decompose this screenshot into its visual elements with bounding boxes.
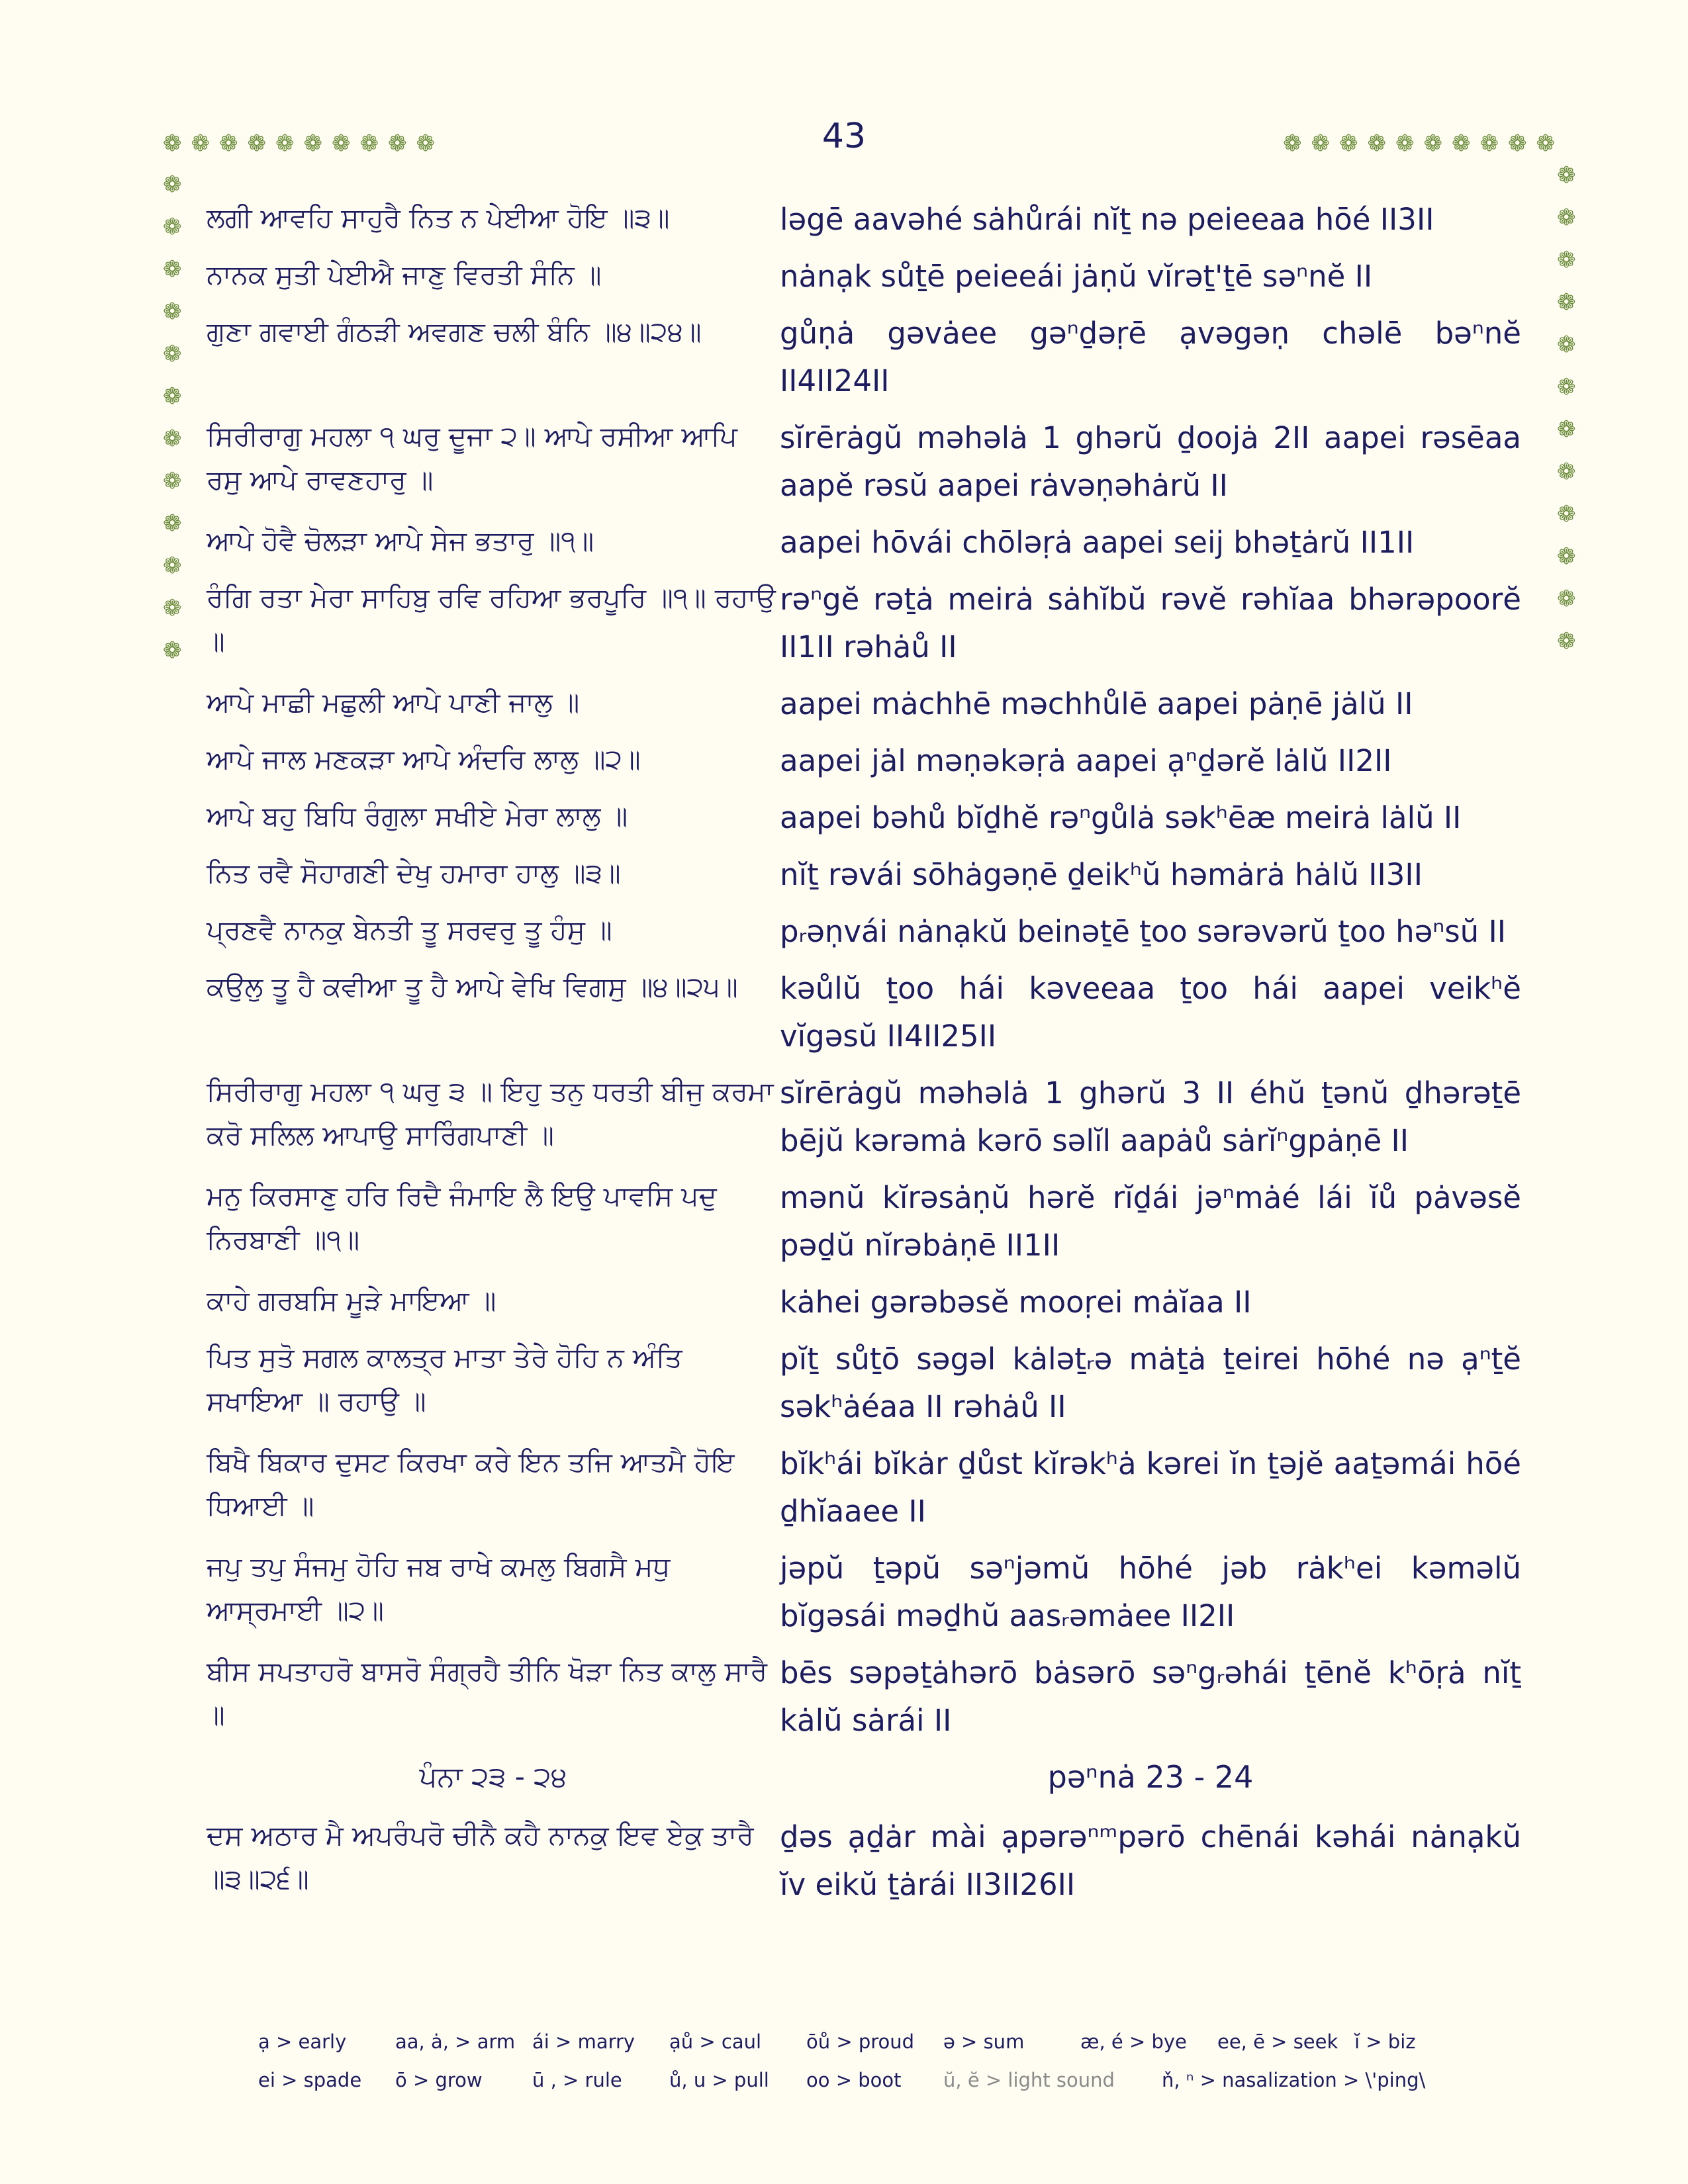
flower-icon: ❁ — [163, 341, 182, 367]
gurmukhi-text: ਆਪੇ ਜਾਲ ਮਣਕੜਾ ਆਪੇ ਅੰਦਰਿ ਲਾਲੁ ॥੨॥ — [207, 743, 641, 775]
verse-row — [207, 1545, 1524, 1640]
legend-item: ň, ⁿ > nasalization > \'ping\ — [1162, 2069, 1426, 2091]
gurmukhi-text: ਕਾਹੇ ਗਰਬਸਿ ਮੂੜੇ ਮਾਇਆ ॥ — [207, 1285, 496, 1316]
verse-row — [207, 680, 1524, 728]
verse-row — [207, 253, 1524, 300]
flower-icon: ❁ — [163, 553, 182, 579]
legend-item: oo > boot — [806, 2069, 902, 2091]
gurmukhi-text: ਆਪੇ ਹੋਵੈ ਚੋਲੜਾ ਆਪੇ ਸੇਜ ਭਤਾਰੁ ॥੧॥ — [207, 525, 594, 557]
legend-item: ee, ē > seek — [1217, 2030, 1338, 2053]
flower-icon: ❁ — [1452, 130, 1471, 157]
legend-item: ū , > rule — [532, 2069, 622, 2091]
transliteration-text: nĭṯ rəvái sōhȧgəṇē ḏeikʰŭ həmȧrȧ hȧlŭ II3II — [780, 857, 1423, 892]
gurmukhi-text: ਪਿਤ ਸੁਤੋ ਸਗਲ ਕਾਲਤ੍ਰ ਮਾਤਾ ਤੇਰੇ ਹੋਹਿ ਨ ਅੰਤਿ ਸਖਾਇਆ ॥ ਰਹਾਉ ॥ — [207, 1342, 682, 1417]
verse-row — [207, 310, 1524, 405]
flower-icon: ❁ — [191, 130, 210, 157]
legend-item: ei > spade — [258, 2069, 362, 2091]
flower-icon: ❁ — [303, 130, 322, 157]
gurmukhi-text: ਦਸ ਅਠਾਰ ਮੈ ਅਪਰੰਪਰੋ ਚੀਨੈ ਕਹੈ ਨਾਨਕੁ ਇਵ ਏਕੁ ਤਾਰੈ ॥੩॥੨੬॥ — [207, 1819, 754, 1895]
transliteration-text: jəpŭ ṯəpŭ səⁿjəmŭ hōhé jəb rȧkʰei kəməlŭ bĭgəsái məḏhŭ aasᵣəmȧee II2II — [780, 1551, 1521, 1633]
flower-icon: ❁ — [1311, 130, 1330, 157]
transliteration-text: kȧhei gərəbəsĕ mooṛei mȧĭaa II — [780, 1285, 1252, 1320]
transliteration-text: gůṇȧ gəvȧee gəⁿḏəṛē ạvəgəṇ chəlē bəⁿnĕ II4II24II — [780, 316, 1521, 398]
flower-icon: ❁ — [1536, 130, 1555, 157]
gurmukhi-text: ਲਗੀ ਆਵਹਿ ਸਾਹੁਰੈ ਨਿਤ ਨ ਪੇਈਆ ਹੋਇ ॥੩॥ — [207, 202, 670, 234]
verse-row — [207, 1174, 1524, 1269]
transliteration-text: bĭkʰái bĭkȧr ḏůst kĭrəkʰȧ kərei ĭn ṯəjĕ aaṯəmái hōé ḏhĭaaee II — [780, 1446, 1521, 1529]
flower-icon: ❁ — [1557, 628, 1576, 655]
transliteration-text: rəⁿgĕ rəṯȧ meirȧ sȧhĭbŭ rəvĕ rəhĭaa bhərəpoorĕ II1II rəhȧů II — [780, 582, 1521, 664]
transliteration-text: nȧnạk sůṯē peieeái jȧṇŭ vĭrəṯ'ṯē səⁿnĕ II — [780, 259, 1373, 294]
transliteration-text: bēs səpəṯȧhərō bȧsərō səⁿgᵣəhái ṯēnĕ kʰōṛȧ nĭṯ kȧlŭ sȧrái II — [780, 1655, 1521, 1738]
flower-icon: ❁ — [163, 595, 182, 621]
verse-row — [207, 196, 1524, 244]
flower-icon: ❁ — [163, 171, 182, 198]
verse-row — [207, 851, 1524, 899]
right-flower-border — [1557, 164, 1576, 672]
flower-icon: ❁ — [1367, 130, 1386, 157]
gurmukhi-text: ਪ੍ਰਣਵੈ ਨਾਨਕੁ ਬੇਨਤੀ ਤੂ ਸਰਵਰੁ ਤੂ ਹੰਸੁ ॥ — [207, 914, 612, 946]
gurmukhi-text: ਕਉਲੁ ਤੂ ਹੈ ਕਵੀਆ ਤੂ ਹੈ ਆਪੇ ਵੇਖਿ ਵਿਗਸੁ ॥੪॥੨੫॥ — [207, 971, 738, 1003]
flower-icon: ❁ — [247, 130, 266, 157]
transliteration-text: pĭṯ sůṯō səgəl kȧləṯᵣə mȧṯȧ ṯeirei hōhé nə ạⁿṯĕ səkʰȧéaa II rəhȧů II — [780, 1342, 1521, 1424]
legend-item: ĭ > biz — [1354, 2030, 1416, 2053]
flower-icon: ❁ — [332, 130, 351, 157]
transliteration-text: sĭrērȧgŭ məhəlȧ 1 ghərŭ 3 II éhŭ ṯənŭ ḏhərəṯē bējŭ kərəmȧ kərō səlĭl aapȧů sȧrĭⁿgpȧṇē II — [780, 1075, 1521, 1158]
gurmukhi-text: ਮਨੁ ਕਿਰਸਾਣੁ ਹਰਿ ਰਿਦੈ ਜੰਮਾਇ ਲੈ ਇਉ ਪਾਵਸਿ ਪਦੁ ਨਿਰਬਾਣੀ ॥੧॥ — [207, 1180, 717, 1255]
flower-icon: ❁ — [163, 510, 182, 537]
flower-icon: ❁ — [1557, 501, 1576, 527]
flower-icon: ❁ — [1557, 162, 1576, 189]
flower-icon: ❁ — [1479, 130, 1499, 157]
flower-icon: ❁ — [163, 383, 182, 410]
page-reference-gurmukhi: ਪੰਨਾ ੨੩ - ੨੪ — [419, 1760, 567, 1793]
gurmukhi-text: ਨਾਨਕ ਸੁਤੀ ਪੇਈਐ ਜਾਣੁ ਵਿਰਤੀ ਸੰਨਿ ॥ — [207, 259, 602, 291]
flower-icon: ❁ — [1557, 586, 1576, 612]
flower-icon: ❁ — [1557, 205, 1576, 231]
page-reference-translit: pəⁿnȧ 23 - 24 — [1047, 1759, 1254, 1795]
transliteration-text: aapei bəhů bĭḏhĕ rəⁿgůlȧ səkʰēæ meirȧ lȧlŭ II — [780, 800, 1462, 835]
verse-row — [207, 414, 1524, 510]
verse-row — [207, 794, 1524, 842]
legend-item: ái > marry — [532, 2030, 635, 2053]
verse-row — [207, 519, 1524, 567]
verse-row — [207, 1336, 1524, 1431]
verse-row — [207, 737, 1524, 785]
verse-row — [207, 965, 1524, 1060]
transliteration-text: pᵣəṇvái nȧnạkŭ beinəṯē ṯoo sərəvərŭ ṯoo həⁿsŭ II — [780, 914, 1507, 949]
flower-icon: ❁ — [163, 130, 182, 157]
gurmukhi-text: ਸਿਰੀਰਾਗੁ ਮਹਲਾ ੧ ਘਰੁ ਦੂਜਾ ੨॥ ਆਪੇ ਰਸੀਆ ਆਪਿ ਰਸੁ ਆਪੇ ਰਾਵਣਹਾਰੁ ॥ — [207, 420, 737, 496]
flower-icon: ❁ — [1283, 130, 1302, 157]
legend-item: ə > sum — [943, 2030, 1025, 2053]
verse-row — [207, 908, 1524, 956]
transliteration-text: kəůlŭ ṯoo hái kəveeaa ṯoo hái aapei veikʰĕ vĭgəsŭ II4II25II — [780, 971, 1521, 1054]
legend-item: ōů > proud — [806, 2030, 915, 2053]
gurmukhi-text: ਨਿਤ ਰਵੈ ਸੋਹਾਗਣੀ ਦੇਖੁ ਹਮਾਰਾ ਹਾਲੁ ॥੩॥ — [207, 857, 621, 889]
gurmukhi-text: ਆਪੇ ਬਹੁ ਬਿਧਿ ਰੰਗੁਲਾ ਸਖੀਏ ਮੇਰਾ ਲਾਲੁ ॥ — [207, 800, 628, 832]
flower-icon: ❁ — [1395, 130, 1415, 157]
gurmukhi-text: ਰੰਗਿ ਰਤਾ ਮੇਰਾ ਸਾਹਿਬੁ ਰਵਿ ਰਹਿਆ ਭਰਪੂਰਿ ॥੧॥ ਰਹਾਉ ॥ — [207, 582, 776, 657]
flower-icon: ❁ — [163, 256, 182, 283]
flower-icon: ❁ — [163, 298, 182, 325]
transliteration-text: aapei hōvái chōləṛȧ aapei seij bhəṯȧrŭ II1II — [780, 525, 1415, 560]
flower-icon: ❁ — [163, 426, 182, 452]
flower-icon: ❁ — [1557, 543, 1576, 570]
verse-row — [207, 1440, 1524, 1535]
transliteration-text: aapei jȧl məṇəkəṛȧ aapei ạⁿḏərĕ lȧlŭ II2II — [780, 743, 1392, 778]
flower-icon: ❁ — [1339, 130, 1358, 157]
transliteration-text: sĭrērȧgŭ məhəlȧ 1 ghərŭ ḏoojȧ 2II aapei rəsēaa aapĕ rəsŭ aapei rȧvəṇəhȧrŭ II — [780, 420, 1521, 503]
legend-item: æ, é > bye — [1080, 2030, 1187, 2053]
verse-row — [207, 1813, 1524, 1909]
flower-icon: ❁ — [1557, 332, 1576, 358]
flower-icon: ❁ — [1508, 130, 1527, 157]
pronunciation-legend — [258, 2030, 1516, 2107]
legend-item: ō > grow — [395, 2069, 483, 2091]
verse-row — [207, 1069, 1524, 1165]
page-number: 43 — [821, 116, 867, 156]
transliteration-text: aapei mȧchhē məchhůlē aapei pȧṇē jȧlŭ II — [780, 686, 1413, 721]
legend-row — [258, 2069, 1516, 2091]
flower-icon: ❁ — [219, 130, 238, 157]
top-right-flower-border — [1283, 132, 1564, 155]
flower-icon: ❁ — [1557, 416, 1576, 443]
flower-icon: ❁ — [163, 637, 182, 664]
verse-table — [207, 196, 1524, 1918]
gurmukhi-text: ਬੀਸ ਸਪਤਾਹਰੋ ਬਾਸਰੋ ਸੰਗ੍ਰਹੈ ਤੀਨਿ ਖੋੜਾ ਨਿਤ ਕਾਲੁ ਸਾਰੈ ॥ — [207, 1655, 768, 1731]
flower-icon: ❁ — [1423, 130, 1442, 157]
flower-icon: ❁ — [163, 468, 182, 494]
gurmukhi-text: ਬਿਖੈ ਬਿਕਾਰ ਦੁਸਟ ਕਿਰਖਾ ਕਰੇ ਇਨ ਤਜਿ ਆਤਮੈ ਹੋਇ ਧਿਆਈ ॥ — [207, 1446, 735, 1522]
verse-row — [207, 1649, 1524, 1745]
flower-icon: ❁ — [359, 130, 379, 157]
flower-icon: ❁ — [388, 130, 407, 157]
transliteration-text: ḏəs ạḏȧr mài ạpərəⁿᵐpərō chēnái kəhái nȧnạkŭ ĭv eikŭ ṯȧrái II3II26II — [780, 1819, 1521, 1902]
top-left-flower-border — [163, 132, 444, 155]
verse-row — [207, 1279, 1524, 1326]
gurmukhi-text: ਜਪੁ ਤਪੁ ਸੰਜਮੁ ਹੋਹਿ ਜਬ ਰਾਖੇ ਕਮਲੁ ਬਿਗਸੈ ਮਧੁ ਆਸ੍ਰਮਾਈ ॥੨॥ — [207, 1551, 671, 1626]
legend-row — [258, 2030, 1516, 2053]
flower-icon: ❁ — [275, 130, 295, 157]
page-reference — [207, 1754, 1524, 1800]
flower-icon: ❁ — [1557, 374, 1576, 400]
flower-icon: ❁ — [1557, 289, 1576, 316]
verse-row — [207, 576, 1524, 671]
left-flower-border — [163, 173, 182, 682]
gurmukhi-text: ਸਿਰੀਰਾਗੁ ਮਹਲਾ ੧ ਘਰੁ ੩ ॥ ਇਹੁ ਤਨੁ ਧਰਤੀ ਬੀਜੁ ਕਰਮਾ ਕਰੋ ਸਲਿਲ ਆਪਾਉ ਸਾਰਿੰਗਪਾਣੀ ॥ — [207, 1075, 774, 1151]
flower-icon: ❁ — [416, 130, 435, 157]
legend-item: aa, ȧ, > arm — [395, 2030, 516, 2053]
legend-item: ů, u > pull — [669, 2069, 769, 2091]
flower-icon: ❁ — [1557, 247, 1576, 273]
gurmukhi-text: ਆਪੇ ਮਾਛੀ ਮਛੁਲੀ ਆਪੇ ਪਾਣੀ ਜਾਲੁ ॥ — [207, 686, 580, 718]
legend-item: ạ > early — [258, 2030, 347, 2053]
flower-icon: ❁ — [163, 214, 182, 240]
transliteration-text: mənŭ kĭrəsȧṇŭ hərĕ rĭḏái jəⁿmȧé lái ĭů pȧvəsĕ pəḏŭ nĭrəbȧṇē II1II — [780, 1180, 1521, 1263]
flower-icon: ❁ — [1557, 459, 1576, 485]
transliteration-text: ləgē aavəhé sȧhůrái nĭṯ nə peieeaa hōé II3II — [780, 202, 1434, 237]
legend-item: ŭ, ĕ > light sound — [943, 2069, 1115, 2091]
gurmukhi-text: ਗੁਣਾ ਗਵਾਈ ਗੰਠੜੀ ਅਵਗਣ ਚਲੀ ਬੰਨਿ ॥੪॥੨੪॥ — [207, 316, 702, 347]
legend-item: ạů > caul — [669, 2030, 762, 2053]
